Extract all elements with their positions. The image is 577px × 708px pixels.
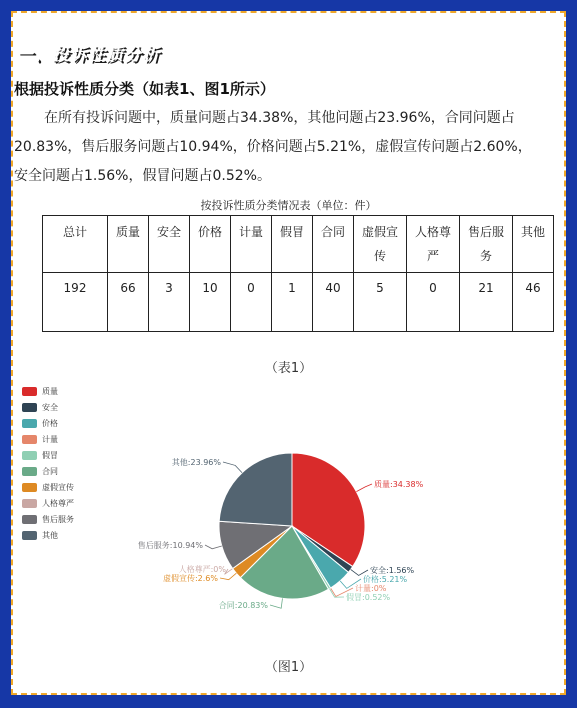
legend-label: 合同 (42, 466, 58, 476)
subtitle: 根据投诉性质分类（如表1、图1所示） (14, 80, 275, 98)
slice-label: 合同:20.83% (218, 601, 268, 610)
slice-label: 人格尊严:0% (178, 565, 226, 574)
header-cell: 售后服务 (460, 216, 513, 273)
value-cell: 66 (108, 273, 149, 332)
slice-label: 安全:1.56% (370, 566, 415, 575)
header-cell: 安全 (149, 216, 190, 273)
slice-label: 售后服务:10.94% (137, 541, 203, 550)
header-cell: 计量 (231, 216, 272, 273)
value-cell: 0 (407, 273, 460, 332)
slice-label-line (205, 545, 222, 549)
slice-label: 价格:5.21% (363, 575, 408, 584)
value-cell: 0 (231, 273, 272, 332)
legend-label: 其他 (42, 530, 58, 540)
slice-label-line (270, 598, 282, 608)
slice-label-line (356, 484, 372, 492)
header-cell: 合同 (313, 216, 354, 273)
figure-label: （图1） (264, 660, 313, 675)
slice-label-line (220, 573, 236, 579)
legend-label: 价格 (42, 418, 58, 428)
table-label: （表1） (264, 361, 313, 376)
value-cell: 40 (313, 273, 354, 332)
legend-label: 计量 (42, 434, 58, 444)
value-cell: 21 (460, 273, 513, 332)
header-cell: 质量 (108, 216, 149, 273)
header-cell: 虚假宣传 (354, 216, 407, 273)
summary-paragraph: 在所有投诉问题中，质量问题占34.38%，其他问题占23.96%，合同问题占20.83%，售后服务问题占10.94%，价格问题占5.21%，虚假宣传问题占2.60%，安全问题占1.56%，假冒问题占0.52%。 (14, 110, 532, 184)
value-cell: 192 (43, 273, 108, 332)
legend-label: 质量 (42, 386, 58, 396)
section-title-text: 一、投诉性质分析 (16, 45, 160, 65)
slice-label-line (223, 462, 242, 473)
value-cell: 1 (272, 273, 313, 332)
slice-label: 虚假宣传:2.6% (162, 574, 218, 583)
legend-label: 安全 (42, 402, 58, 412)
slice-label: 假冒:0.52% (346, 593, 391, 602)
header-cell: 价格 (190, 216, 231, 273)
table-caption: 按投诉性质分类情况表（单位：件） (200, 199, 377, 212)
value-cell: 3 (149, 273, 190, 332)
legend-label: 虚假宣传 (42, 482, 74, 492)
legend-label: 假冒 (42, 450, 58, 460)
legend-label: 售后服务 (42, 514, 74, 524)
header-cell: 假冒 (272, 216, 313, 273)
value-cell: 5 (354, 273, 407, 332)
slice-label: 计量:0% (355, 584, 387, 593)
value-cell: 10 (190, 273, 231, 332)
value-cell: 46 (513, 273, 554, 332)
slice-label: 其他:23.96% (171, 458, 221, 467)
header-cell: 其他 (513, 216, 554, 273)
slice-label: 质量:34.38% (374, 480, 424, 489)
header-cell: 总计 (43, 216, 108, 273)
legend-label: 人格尊严 (42, 498, 74, 508)
header-cell: 人格尊严 (407, 216, 460, 273)
